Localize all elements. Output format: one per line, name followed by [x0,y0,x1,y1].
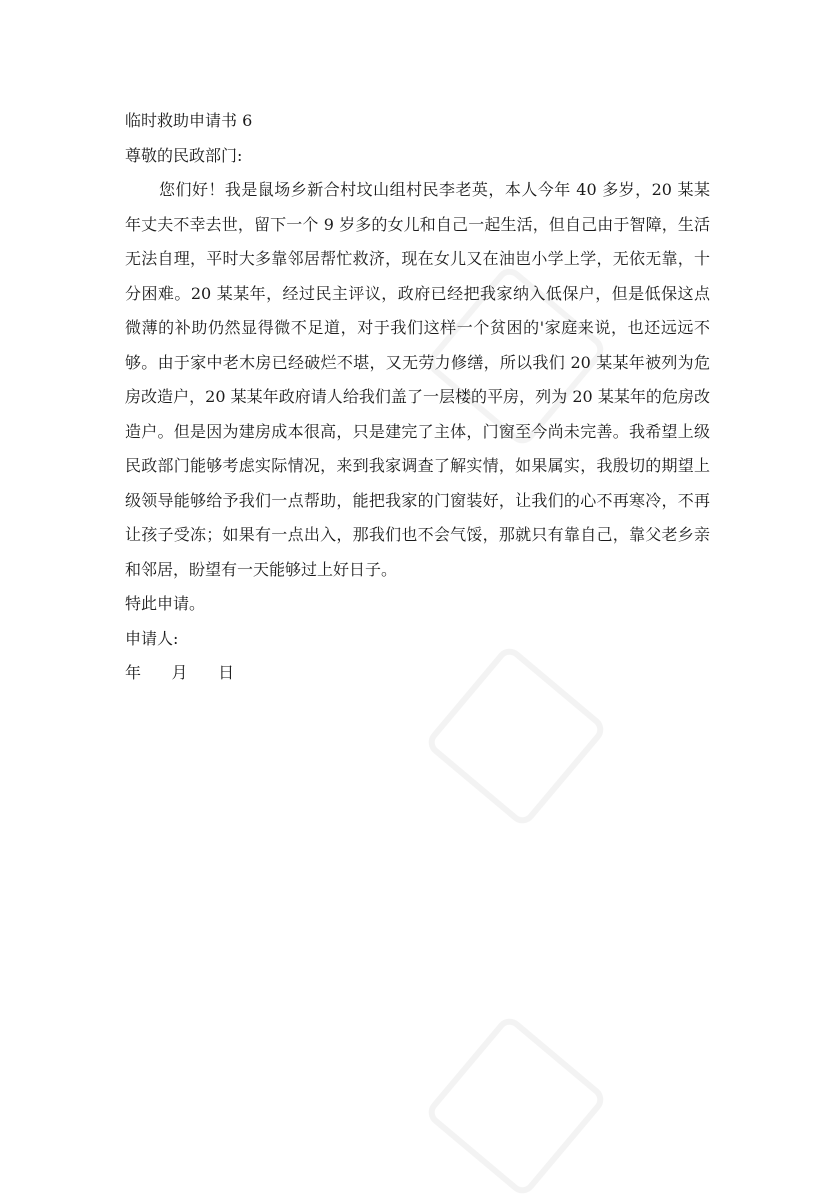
salutation: 尊敬的民政部门: [125,145,243,165]
date-month: 月 [171,663,188,682]
applicant-label: 申请人: [125,628,179,648]
document-title: 临时救助申请书 6 [125,111,253,130]
closing: 特此申请。 [125,594,206,613]
watermark-mark [423,1013,609,1199]
document-body [125,104,710,691]
body-paragraph: 您们好！我是鼠场乡新合村坟山组村民李老英，本人今年 40 多岁，20 某某年丈夫不幸去世，留下一个 9 岁多的女儿和自己一起生活，但自己由于智障，生活无法自理，平时大多靠邻居帮忙救济，现在女儿又在油岜小学上学，无依无靠，十分困难。20 某某年，经过民主评议，政府已经把我家纳入低保户，但是低保这点微薄的补助仍然显得微不足道，对于我们这样一个贫困的'家庭来说，也还远远不够。由于家中老木房已经破烂不堪，又无劳力修缮，所以我们 20 某某年被列为危房改造户，20 某某年政府请人给我们盖了一层楼的平房，列为 20 某某年的危房改造户。但是因为建房成本很高，只是建完了主体，门窗至今尚未完善。我希望上级民政部门能够考虑实际情况，来到我家调查了解实情，如果属实，我殷切的期望上级领导能够给予我们一点帮助，能把我家的门窗装好，让我们的心不再寒冷，不再让孩子受冻；如果有一点出入，那我们也不会气馁，那就只有靠自己，靠父老乡亲和邻居，盼望有一天能够过上好日子。 [125,180,710,579]
date-year: 年 [125,663,142,682]
date-day: 日 [218,663,235,682]
date-line [125,656,710,691]
